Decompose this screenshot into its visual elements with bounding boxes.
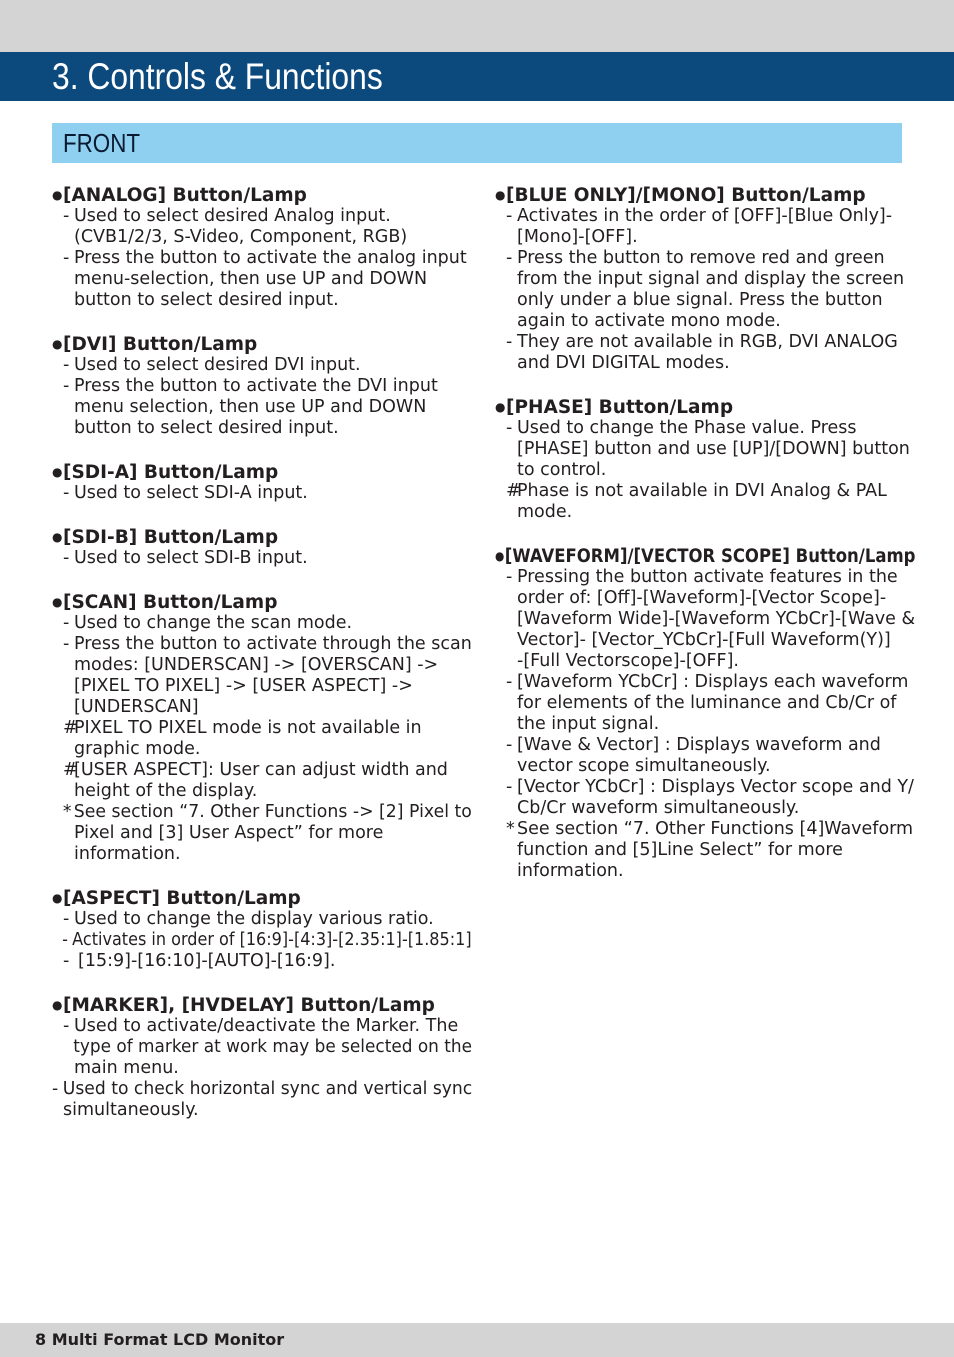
description-line [495,819,915,840]
description-text: Used to change the display various ratio. [74,909,434,929]
description-line [495,248,915,269]
line-marker: - [506,332,513,352]
description-text: [Waveform YCbCr] : Displays each waveform [517,672,909,692]
description-text: function and [5]Line Select” for more [517,840,843,860]
description-line [52,1058,472,1079]
description-text: See section “7. Other Functions [4]Waveform [517,819,914,839]
top-band [0,0,954,52]
description-line [495,756,915,777]
line-marker: - [63,248,70,268]
description-line [495,460,915,481]
bullet-icon: ● [52,595,63,609]
description-line [495,609,914,630]
description-line [52,290,472,311]
description-line [52,655,472,676]
line-marker: - [506,206,513,226]
description-text: information. [74,844,181,864]
description-line [52,1016,472,1037]
description-text: Used to select desired Analog input. [74,206,391,226]
control-item [52,995,472,1121]
line-marker: - [63,483,70,503]
description-text: only under a blue signal. Press the button [517,290,883,310]
description-line [52,781,472,802]
description-text: vector scope simultaneously. [517,756,771,776]
left-column [52,185,472,1144]
description-line [495,481,915,502]
description-text: Used to change the scan mode. [74,613,353,633]
description-text: Cb/Cr waveform simultaneously. [517,798,800,818]
description-text: Press the button to activate the DVI input [74,376,438,396]
line-marker: - [63,634,70,654]
description-line [495,332,915,353]
description-line [52,930,472,951]
description-line [52,823,472,844]
description-text: [15:9]-[16:10]-[AUTO]-[16:9]. [78,951,336,971]
control-item [52,334,472,439]
line-marker: - [62,930,68,950]
description-line [495,502,915,523]
control-heading-text: [SCAN] Button/Lamp [63,592,278,613]
control-heading-text: [WAVEFORM]/[VECTOR SCOPE] Button/Lamp [504,546,916,567]
control-item [52,888,472,972]
description-line [52,718,472,739]
description-text: order of: [Off]-[Waveform]-[Vector Scope]- [517,588,887,608]
description-line [495,840,915,861]
description-text: height of the display. [74,781,258,801]
description-line [52,1079,473,1100]
bullet-icon: ● [52,530,63,544]
control-item [52,527,472,569]
description-text: Phase is not available in DVI Analog & PAL [517,481,887,501]
description-line [495,861,915,882]
control-heading [52,995,472,1016]
control-item [495,397,915,523]
description-text: Press the button to remove red and green [517,248,885,268]
description-text: Activates in the order of [OFF]-[Blue Only]- [517,206,893,226]
description-text: main menu. [74,1058,179,1078]
bullet-icon: ● [52,998,63,1012]
control-heading-text: [BLUE ONLY]/[MONO] Button/Lamp [506,185,866,206]
control-heading [52,185,472,206]
description-line [52,697,472,718]
control-heading-text: [ASPECT] Button/Lamp [63,888,301,909]
line-marker: - [63,206,70,226]
description-text: information. [517,861,624,881]
section-title: FRONT [63,128,141,158]
description-line [52,909,472,930]
description-text: button to select desired input. [74,290,339,310]
description-line [52,376,472,397]
description-line [52,548,472,569]
description-text: simultaneously. [63,1100,199,1120]
description-line [495,630,915,651]
bullet-icon: ● [495,549,505,563]
control-heading-text: [MARKER], [HVDELAY] Button/Lamp [63,995,435,1016]
description-text: mode. [517,502,573,522]
line-marker: * [506,819,515,839]
description-text: [PIXEL TO PIXEL] -> [USER ASPECT] -> [74,676,413,696]
description-line [52,951,472,972]
description-line [52,634,472,655]
line-marker: - [506,672,513,692]
description-line [52,227,472,248]
description-text: [UNDERSCAN] [74,697,199,717]
description-line [495,439,915,460]
description-line [52,1037,473,1058]
description-text: Used to select SDI-B input. [74,548,308,568]
description-line [52,248,472,269]
description-text: from the input signal and display the screen [517,269,905,289]
description-line [495,672,915,693]
line-marker: # [506,481,521,501]
description-line [495,269,915,290]
line-marker: * [62,802,72,822]
description-line [52,418,472,439]
description-text: Press the button to activate the analog input [74,248,467,268]
control-heading-text: [PHASE] Button/Lamp [506,397,734,418]
description-text: Used to change the Phase value. Press [517,418,857,438]
description-line [52,676,472,697]
description-text: Used to activate/deactivate the Marker. The [74,1016,459,1036]
description-text: type of marker at work may be selected on the [73,1037,473,1057]
description-text: [Wave & Vector] : Displays waveform and [517,735,881,755]
line-marker: - [63,376,70,396]
bullet-icon: ● [495,400,506,414]
page-footer: 8 Multi Format LCD Monitor [35,1330,285,1349]
line-marker: - [63,951,70,971]
line-marker: # [63,760,78,780]
description-line [52,483,472,504]
description-line [52,397,472,418]
description-text: [USER ASPECT]: User can adjust width and [74,760,448,780]
bullet-icon: ● [52,891,63,905]
description-text: again to activate mono mode. [517,311,781,331]
control-heading-text: [DVI] Button/Lamp [63,334,258,355]
description-line [495,227,915,248]
bullet-icon: ● [52,188,63,202]
description-line [495,418,915,439]
control-item [495,185,915,374]
description-line [52,739,472,760]
line-marker: - [63,909,70,929]
line-marker: # [63,718,78,738]
description-line [52,269,472,290]
description-line [495,735,915,756]
control-heading [52,334,472,355]
description-text: Press the button to activate through the scan [74,634,472,654]
description-text: graphic mode. [74,739,201,759]
description-text: and DVI DIGITAL modes. [517,353,730,373]
bullet-icon: ● [52,337,63,351]
line-marker: - [506,735,513,755]
description-line [495,588,915,609]
description-line [495,206,915,227]
line-marker: - [63,613,70,633]
description-text: modes: [UNDERSCAN] -> [OVERSCAN] -> [74,655,439,675]
control-heading [52,888,472,909]
control-heading-text: [SDI-A] Button/Lamp [63,462,279,483]
description-text: -[Full Vectorscope]-[OFF]. [517,651,739,671]
description-line [52,760,472,781]
control-item [495,546,915,882]
line-marker: - [63,1016,70,1036]
bullet-icon: ● [495,188,506,202]
description-text: [PHASE] button and use [UP]/[DOWN] button [517,439,910,459]
control-item [52,462,472,504]
control-heading-text: [SDI-B] Button/Lamp [63,527,279,548]
description-line [52,1100,472,1121]
description-line [52,613,472,634]
control-heading [52,527,472,548]
line-marker: - [52,1079,59,1099]
section-title-bar [52,123,902,163]
description-text: Used to select SDI-A input. [74,483,308,503]
description-line [52,355,472,376]
description-line [495,353,915,374]
description-line [495,714,915,735]
description-line [52,844,472,865]
control-item [52,592,472,865]
description-line [495,567,915,588]
description-text: the input signal. [517,714,660,734]
description-text: Pixel and [3] User Aspect” for more [74,823,384,843]
line-marker: - [506,418,513,438]
description-text: Vector]- [Vector_YCbCr]-[Full Waveform(Y)] [517,630,891,650]
line-marker: - [506,777,513,797]
description-text: They are not available in RGB, DVI ANALOG [517,332,898,352]
description-text: Activates in order of [16:9]-[4:3]-[2.35:1]-[1.85:1] [72,930,472,950]
control-heading-text: [ANALOG] Button/Lamp [63,185,307,206]
description-line [495,311,915,332]
description-text: menu selection, then use UP and DOWN [74,397,427,417]
line-marker: - [506,567,513,587]
line-marker: - [63,355,70,375]
description-text: for elements of the luminance and Cb/Cr of [517,693,897,713]
description-line [495,798,915,819]
description-text: [Mono]-[OFF]. [517,227,638,247]
description-line [495,693,915,714]
description-text: Used to select desired DVI input. [74,355,361,375]
description-line [495,651,915,672]
control-item [52,185,472,311]
description-text: [Vector YCbCr] : Displays Vector scope and Y/ [517,777,914,797]
description-text: PIXEL TO PIXEL mode is not available in [74,718,422,738]
chapter-title: 3. Controls & Functions [52,56,383,97]
control-heading [495,546,916,567]
description-text: button to select desired input. [74,418,339,438]
description-line [52,802,472,823]
control-heading [52,592,472,613]
description-text: to control. [517,460,607,480]
description-text: (CVB1/2/3, S-Video, Component, RGB) [74,227,408,247]
description-text: See section “7. Other Functions -> [2] Pixel to [73,802,472,822]
right-column [495,185,915,905]
description-text: menu-selection, then use UP and DOWN [74,269,428,289]
bullet-icon: ● [52,465,63,479]
line-marker: - [506,248,513,268]
control-heading [52,462,472,483]
line-marker: - [63,548,70,568]
description-line [495,777,915,798]
description-text: Used to check horizontal sync and vertical sync [62,1079,473,1099]
description-text: [Waveform Wide]-[Waveform YCbCr]-[Wave & [516,609,916,629]
control-heading [495,397,915,418]
description-line [52,206,472,227]
description-line [495,290,915,311]
control-heading [495,185,915,206]
description-text: Pressing the button activate features in the [517,567,898,587]
